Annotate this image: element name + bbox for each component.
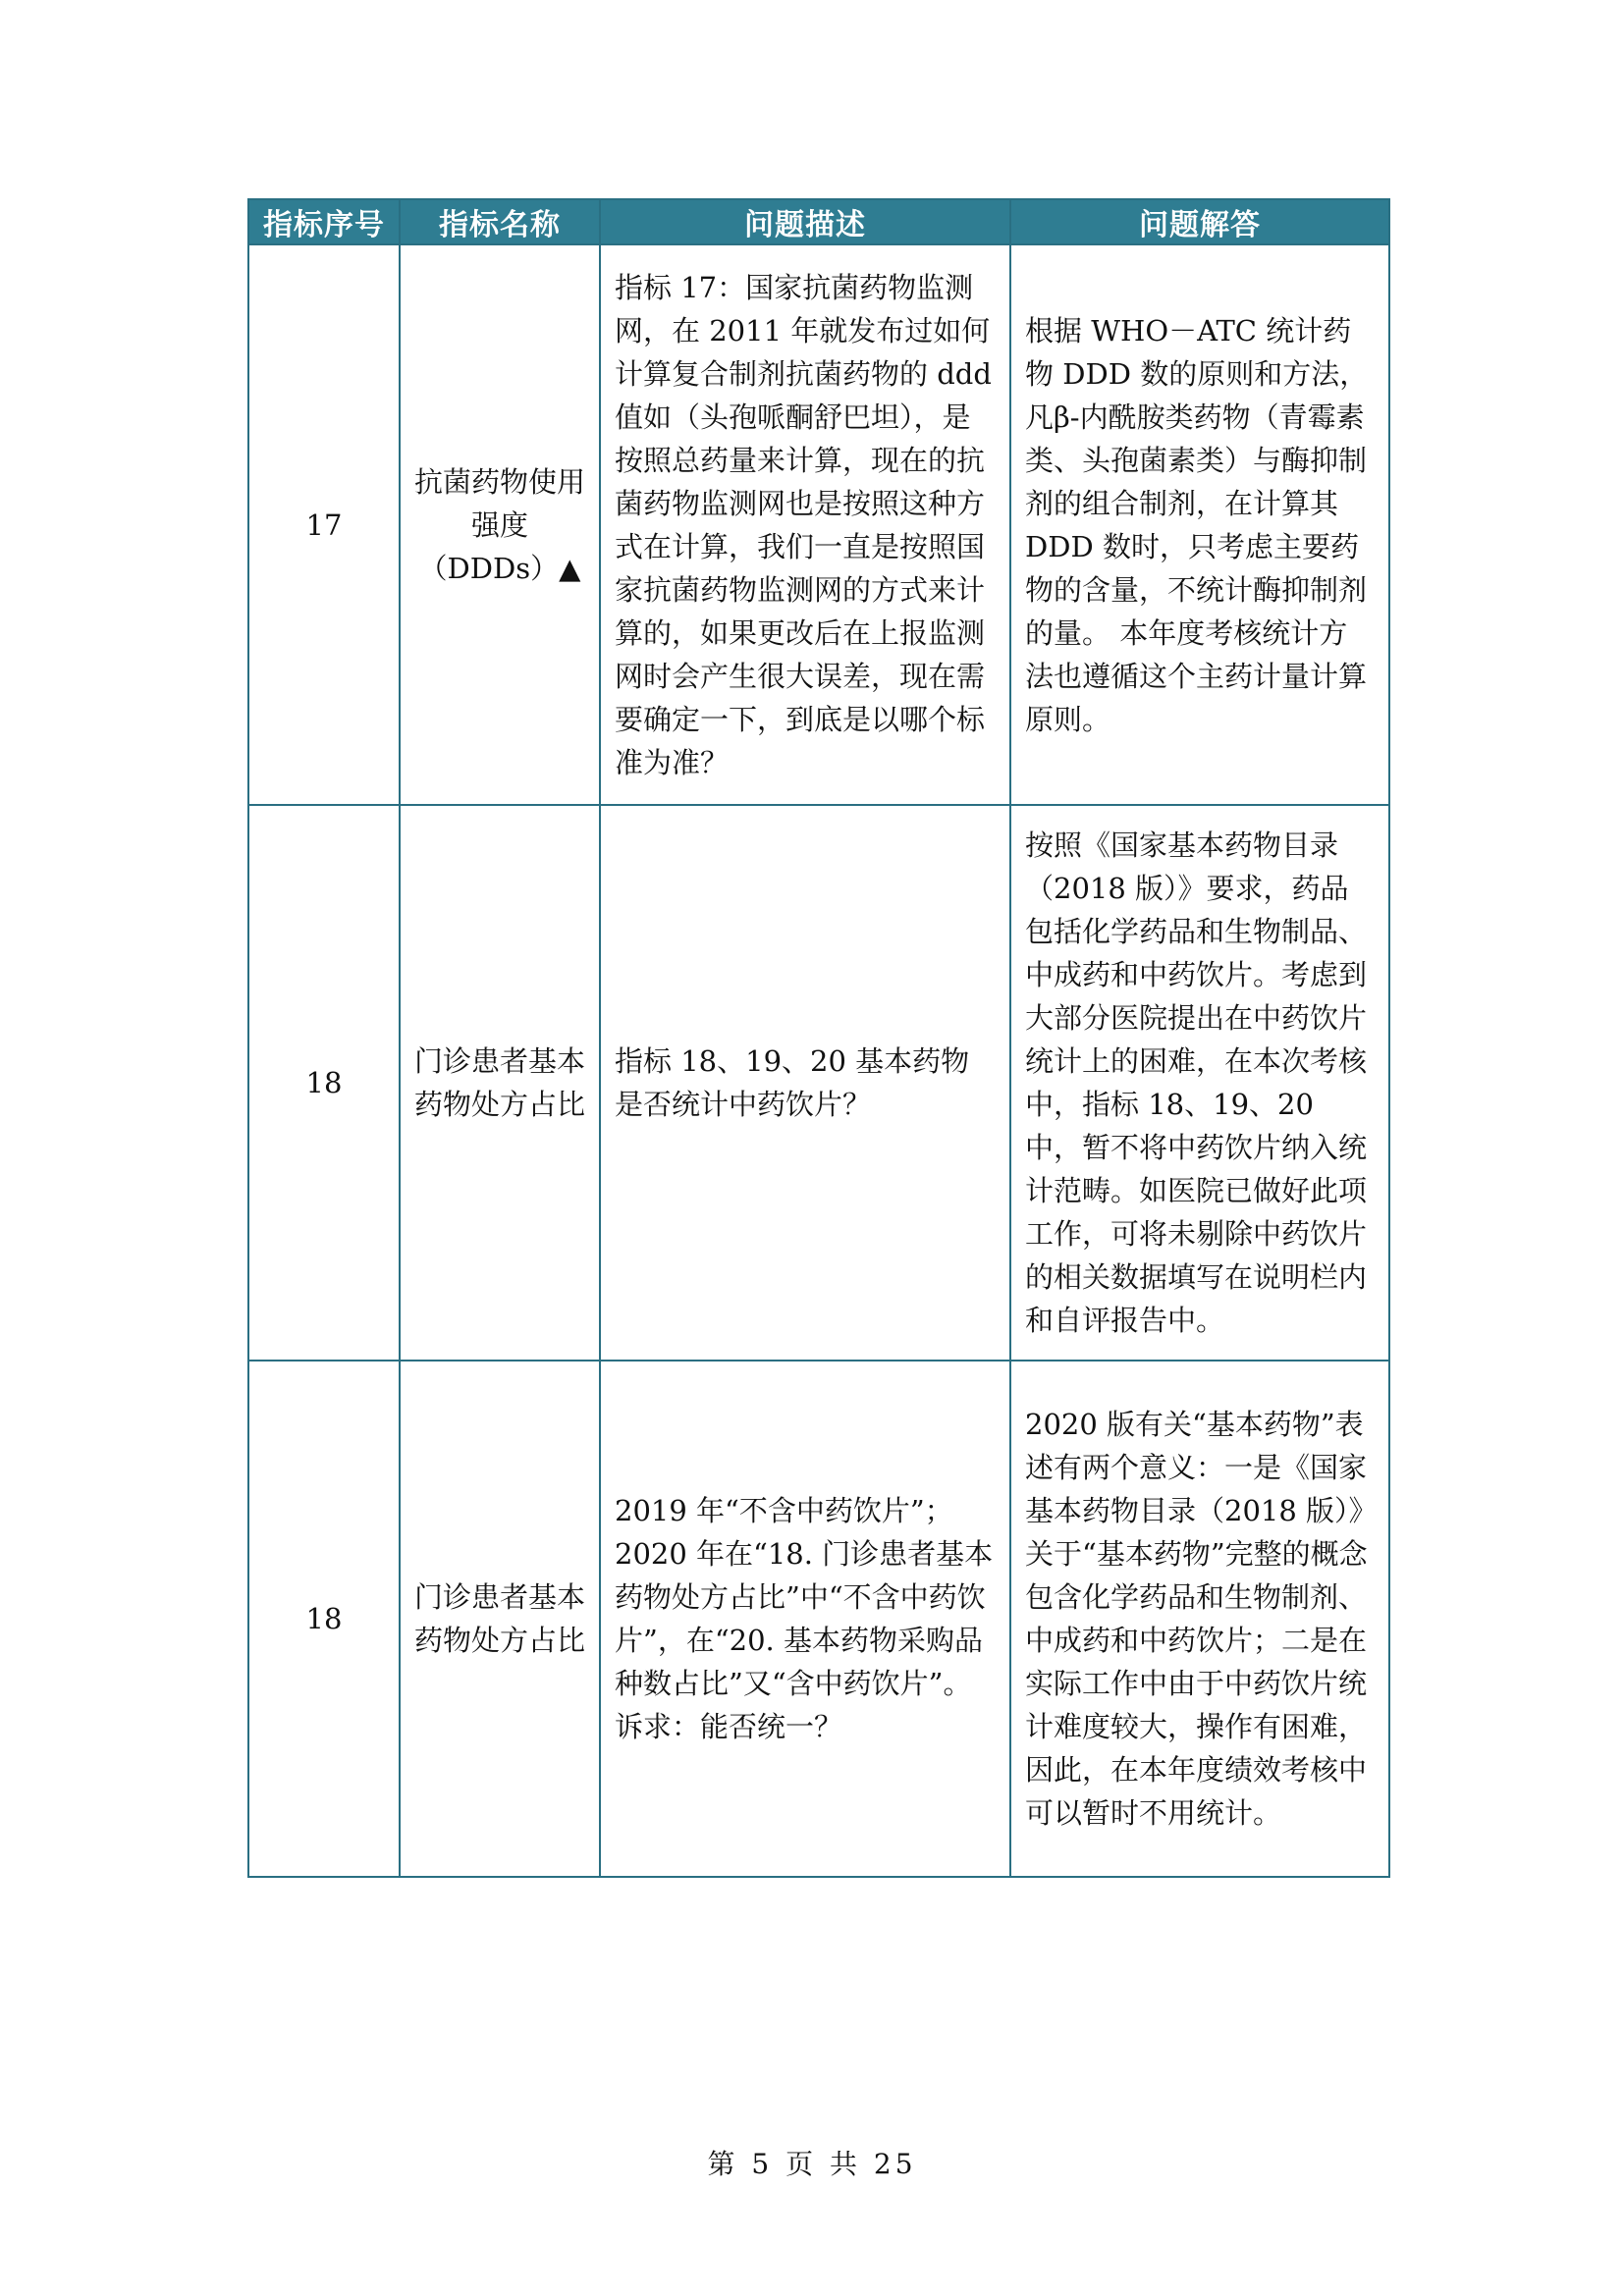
answer-text: 根据 WHO－ATC 统计药物 DDD 数的原则和方法，凡β-内酰胺类药物（青霉素类、头孢菌素类）与酶抑制剂的组合制剂，在计算其 DDD 数时，只考虑主要药物的含量，不统计酶抑制剂的量。 本年度考核统计方法也遵循这个主药计量计算原则。 bbox=[1025, 313, 1369, 736]
row-indicator-name: 门诊患者基本药物处方占比 bbox=[400, 805, 600, 1361]
header-question-description: 问题描述 bbox=[600, 199, 1010, 244]
answer-text: 按照《国家基本药物目录（2018 版）》要求，药品包括化学药品和生物制品、中成药和中药饮片。考虑到大部分医院提出在中药饮片统计上的困难，在本次考核中，指标 18、19、20 中，暂不将中药饮片纳入统计范畴。如医院已做好此项工作，可将未剔除中药饮片的相关数据填写在说明栏内和自评报告中。 bbox=[1025, 828, 1368, 1337]
table-row bbox=[248, 805, 1389, 1361]
row-question-description bbox=[600, 805, 1010, 1361]
row-question-answer bbox=[1010, 1361, 1389, 1877]
header-indicator-number: 指标序号 bbox=[248, 199, 400, 244]
row-question-answer bbox=[1010, 805, 1389, 1361]
table-row bbox=[248, 1361, 1389, 1877]
question-text: 指标 17：国家抗菌药物监测网，在 2011 年就发布过如何计算复合制剂抗菌药物的 ddd 值如（头孢哌酮舒巴坦），是按照总药量来计算，现在的抗菌药物监测网也是按照这种方式在计算，我们一直是按照国家抗菌药物监测网的方式来计算的，如果更改后在上报监测网时会产生很大误差，现在需要确定一下，到底是以哪个标准为准？ bbox=[615, 270, 992, 779]
row-question-description bbox=[600, 244, 1010, 805]
indicator-qa-table bbox=[247, 198, 1390, 1878]
page-number: 第 5 页 共 25 bbox=[707, 2148, 917, 2180]
header-indicator-name: 指标名称 bbox=[400, 199, 600, 244]
row-indicator-name: 抗菌药物使用强度（DDDs）▲ bbox=[400, 244, 600, 805]
table-header-row bbox=[248, 199, 1389, 244]
header-question-answer: 问题解答 bbox=[1010, 199, 1389, 244]
question-text: 2019 年“不含中药饮片”；2020 年在“18. 门诊患者基本药物处方占比”中“不含中药饮片”，在“20. 基本药物采购品种数占比”又“含中药饮片”。 诉求：能否统一？ bbox=[615, 1494, 994, 1743]
row-indicator-number: 18 bbox=[248, 805, 400, 1361]
table-row bbox=[248, 244, 1389, 805]
row-question-description bbox=[600, 1361, 1010, 1877]
question-text: 指标 18、19、20 基本药物是否统计中药饮片？ bbox=[615, 1044, 970, 1121]
row-indicator-number: 17 bbox=[248, 244, 400, 805]
row-indicator-number: 18 bbox=[248, 1361, 400, 1877]
row-question-answer bbox=[1010, 244, 1389, 805]
answer-text: 2020 版有关“基本药物”表述有两个意义：一是《国家基本药物目录（2018 版）》关于“基本药物”完整的概念包含化学药品和生物制剂、中成药和中药饮片；二是在实际工作中由于中药饮片统计难度较大，操作有困难，因此，在本年度绩效考核中可以暂时不用统计。 bbox=[1025, 1408, 1368, 1830]
row-indicator-name: 门诊患者基本药物处方占比 bbox=[400, 1361, 600, 1877]
